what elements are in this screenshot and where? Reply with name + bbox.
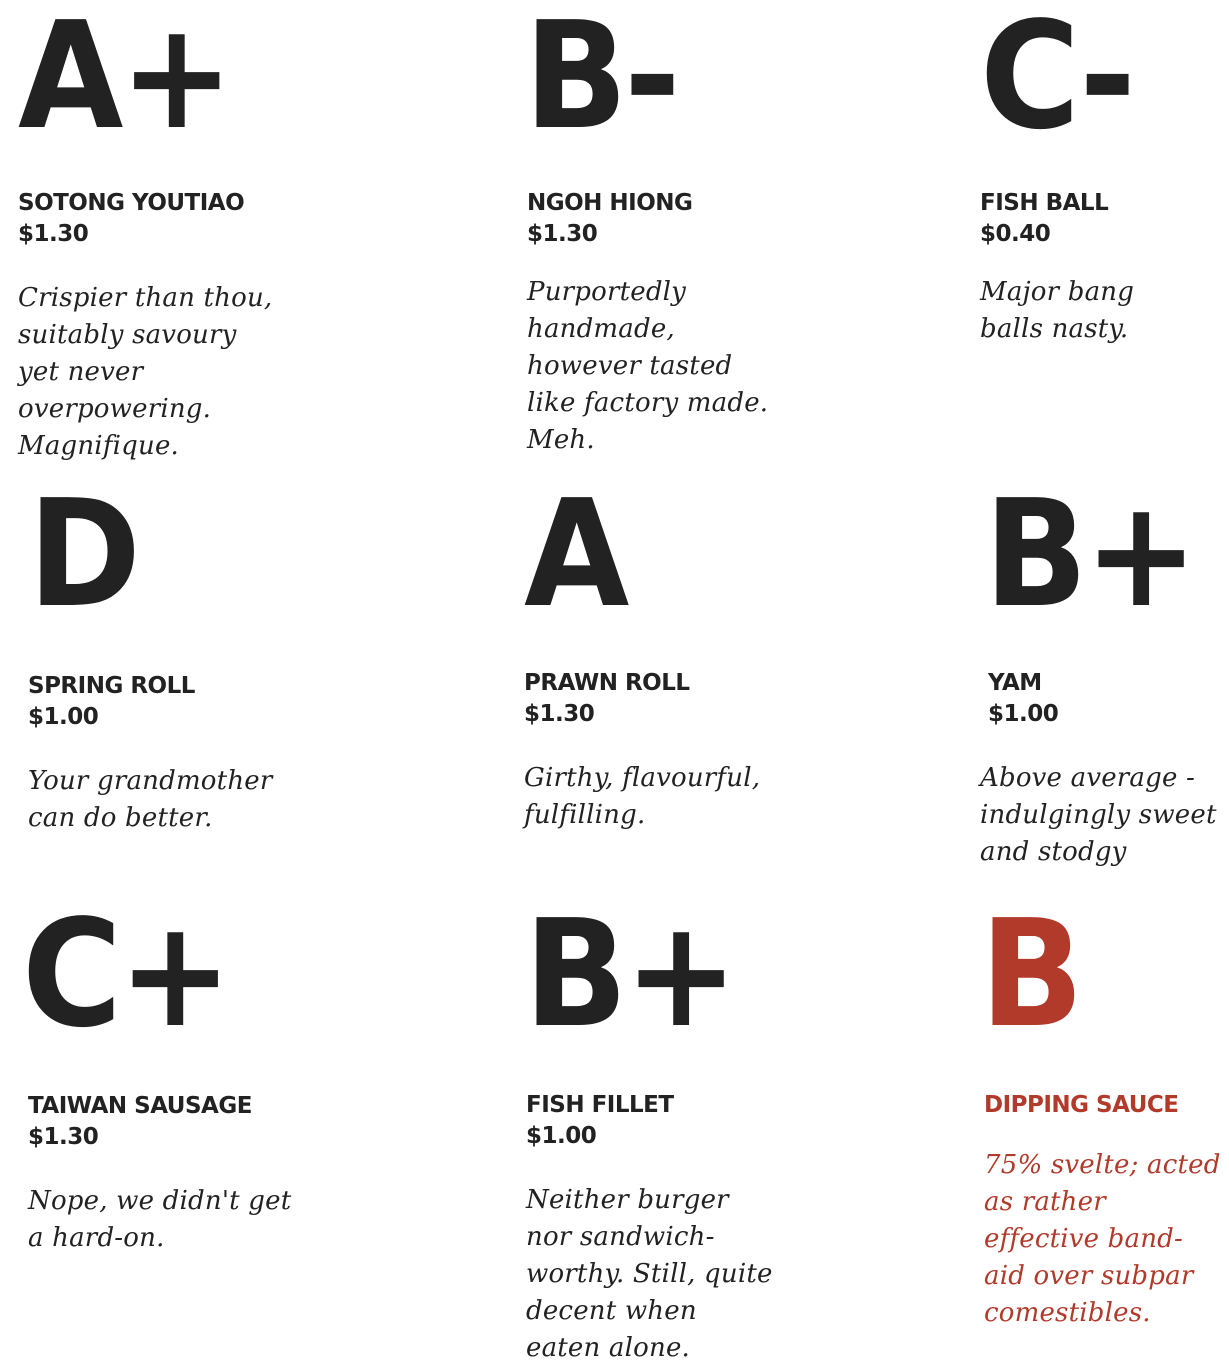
grade-letter: A [524, 468, 626, 640]
grade-letter: C+ [22, 888, 229, 1060]
item-name: DIPPING SAUCE [984, 1092, 1179, 1118]
item-name: FISH BALL [980, 190, 1109, 216]
item-name: SOTONG YOUTIAO [18, 190, 245, 216]
grade-letter: C- [980, 0, 1133, 162]
item-review: 75% svelte; acted as rather effective band-aid over subpar comestibles. [984, 1150, 1221, 1328]
grade-letter: B+ [524, 888, 735, 1060]
item-name: TAIWAN SAUSAGE [28, 1093, 252, 1119]
item-name: FISH FILLET [526, 1092, 674, 1118]
item-price: $1.30 [527, 221, 598, 247]
item-price: $1.00 [526, 1123, 597, 1149]
item-price: $1.30 [28, 1124, 99, 1150]
item-review: Girthy, flavourful, fulfilling. [524, 763, 761, 830]
item-price: $1.30 [524, 701, 595, 727]
rating-card-prawn-roll [524, 468, 774, 834]
item-price: $1.00 [988, 701, 1059, 727]
item-price: $1.30 [18, 221, 89, 247]
grade-letter: B [980, 888, 1081, 1060]
rating-card-taiwan-sausage [18, 888, 292, 1257]
item-review: Nope, we didn't get a hard-on. [28, 1186, 292, 1253]
rating-card-dipping-sauce [980, 888, 1229, 1332]
item-price: $1.00 [28, 704, 99, 730]
grade-letter: B- [524, 0, 677, 162]
rating-card-spring-roll [18, 468, 273, 837]
item-name: YAM [988, 670, 1042, 696]
rating-card-fish-ball [980, 2, 1229, 348]
item-review: Purportedly handmade, however tasted like factory made. Meh. [527, 277, 769, 455]
rating-card-yam [980, 468, 1229, 871]
grade-letter: B+ [984, 468, 1195, 640]
item-price: $0.40 [980, 221, 1051, 247]
item-review: Neither burger nor sandwich-worthy. Still, quite decent when eaten alone. [526, 1185, 773, 1363]
grade-letter: D [28, 468, 138, 640]
item-review: Crispier than thou, suitably savoury yet never overpowering. Magnifique. [18, 283, 273, 461]
grade-letter: A+ [18, 0, 231, 162]
item-name: NGOH HIONG [527, 190, 693, 216]
rating-card-ngoh-hiong [524, 2, 774, 459]
item-name: SPRING ROLL [28, 673, 195, 699]
item-review: Above average - indulgingly sweet and stodgy [980, 763, 1217, 867]
item-review: Major bang balls nasty. [980, 277, 1135, 344]
item-name: PRAWN ROLL [524, 670, 690, 696]
rating-card-fish-fillet [524, 888, 774, 1367]
rating-card-sotong-youtiao [18, 0, 273, 465]
item-review: Your grandmother can do better. [28, 766, 273, 833]
